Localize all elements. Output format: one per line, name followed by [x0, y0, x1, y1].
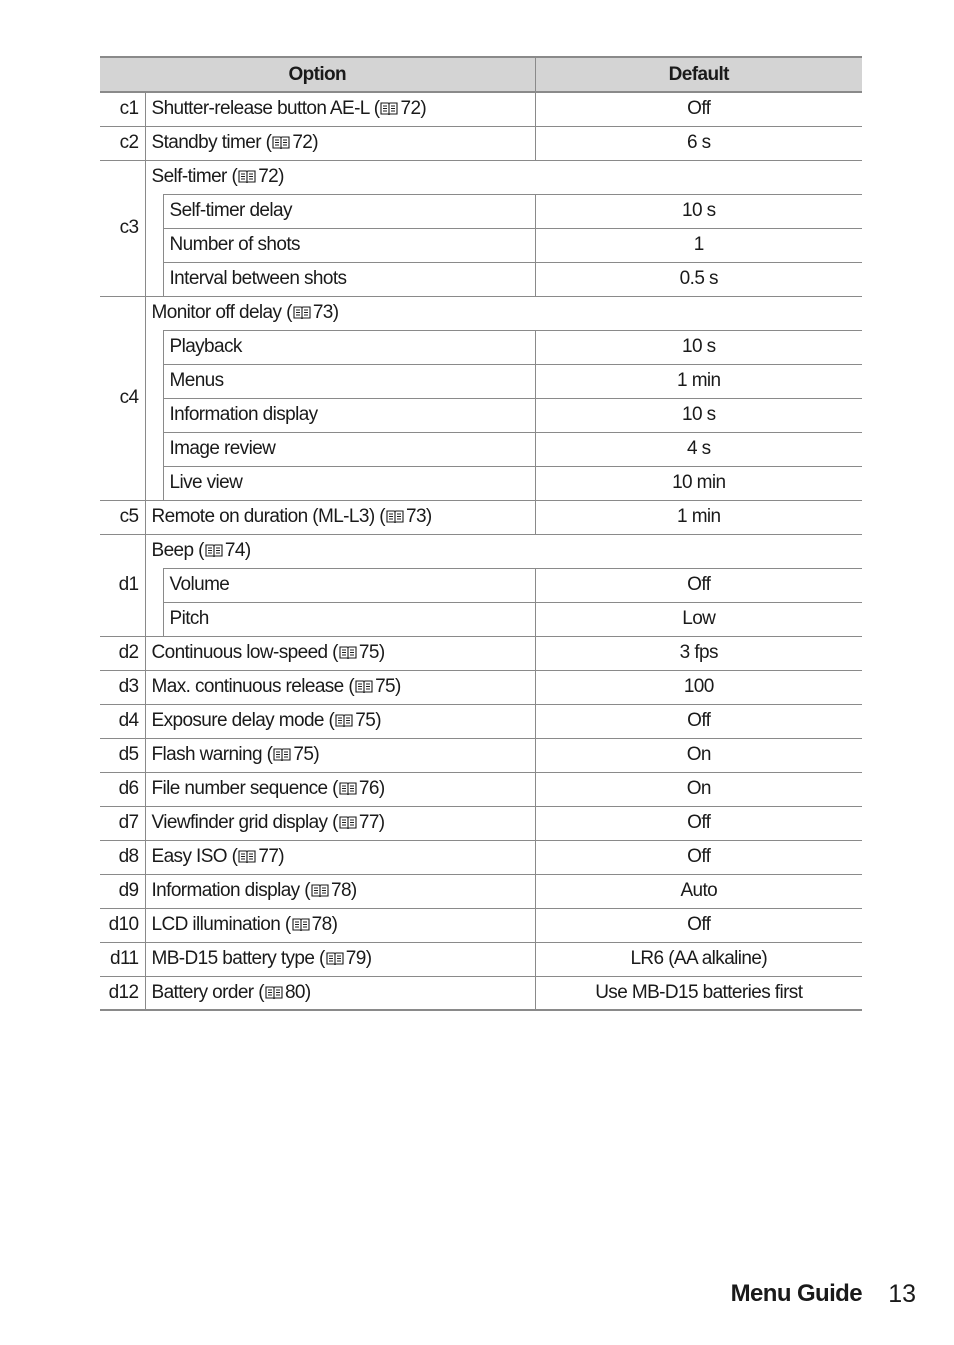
paren-close: ) [365, 948, 372, 969]
setting-name [145, 772, 535, 806]
setting-name [145, 942, 535, 976]
page-reference: 75 [358, 642, 379, 663]
table-subrow [100, 466, 862, 500]
setting-label: Monitor off delay ( [151, 302, 292, 323]
book-icon [272, 135, 290, 150]
page-reference: 80 [284, 981, 305, 1003]
paren-close: ) [313, 744, 320, 765]
sub-setting-name: Information display [163, 398, 535, 432]
book-icon [293, 305, 311, 320]
table-row [100, 126, 862, 160]
sub-setting-default: Off [535, 568, 862, 602]
page-reference: 75 [375, 676, 395, 697]
sub-setting-default: 0.5 s [535, 262, 862, 296]
paren-close: ) [375, 710, 381, 731]
table-row [100, 670, 862, 704]
settings-table [100, 56, 862, 1011]
paren-close: ) [378, 812, 385, 833]
setting-label: LCD illumination ( [151, 914, 291, 935]
sub-setting-name: Playback [163, 330, 535, 364]
setting-code: d4 [100, 704, 145, 738]
setting-default: LR6 (AA alkaline) [535, 942, 862, 976]
book-icon [311, 883, 329, 898]
table-subrow [100, 228, 862, 262]
book-icon [265, 985, 283, 1000]
setting-name [145, 976, 535, 1010]
book-icon [380, 101, 398, 116]
table-row [100, 534, 862, 568]
table-row [100, 296, 862, 330]
setting-label: Easy ISO ( [151, 846, 238, 867]
setting-code: d1 [100, 534, 145, 636]
setting-label: Continuous low-speed ( [151, 642, 338, 663]
table-row [100, 874, 862, 908]
setting-code: c5 [100, 500, 145, 534]
header-default: Default [535, 57, 862, 92]
setting-code: d7 [100, 806, 145, 840]
table-subrow [100, 330, 862, 364]
setting-name [145, 738, 535, 772]
sub-setting-name: Number of shots [163, 228, 535, 262]
paren-close: ) [278, 166, 284, 187]
setting-name [145, 500, 535, 534]
paren-close: ) [378, 642, 385, 663]
table-subrow [100, 568, 862, 602]
page-reference: 72 [400, 98, 421, 120]
book-icon [339, 645, 357, 660]
page-reference: 78 [330, 880, 351, 901]
setting-label: Battery order ( [151, 981, 264, 1003]
page-reference: 78 [311, 914, 332, 935]
page-reference: 75 [293, 744, 314, 765]
page-reference: 74 [224, 540, 245, 561]
table-row [100, 772, 862, 806]
setting-label: Self-timer ( [151, 166, 238, 187]
setting-name [145, 534, 862, 568]
book-icon [339, 781, 357, 796]
setting-label: File number sequence ( [151, 778, 338, 799]
setting-name [145, 874, 535, 908]
page-reference: 73 [405, 506, 426, 527]
setting-name [145, 92, 535, 126]
sub-setting-default: 4 s [535, 432, 862, 466]
setting-code: d10 [100, 908, 145, 942]
setting-default: 100 [535, 670, 862, 704]
book-icon [355, 679, 373, 694]
setting-code: d6 [100, 772, 145, 806]
setting-default: Off [535, 92, 862, 126]
table-row [100, 806, 862, 840]
page-reference: 73 [312, 302, 333, 323]
setting-default: Use MB-D15 batteries first [535, 976, 862, 1010]
table-row [100, 738, 862, 772]
page-reference: 72 [292, 132, 313, 153]
paren-close: ) [395, 676, 401, 697]
setting-code: c1 [100, 92, 145, 126]
page-reference: 77 [258, 846, 279, 867]
sub-setting-default: 10 min [535, 466, 862, 500]
setting-name [145, 908, 535, 942]
setting-code: d12 [100, 976, 145, 1010]
paren-close: ) [244, 540, 251, 561]
indent-spacer [145, 568, 163, 636]
setting-default: Off [535, 704, 862, 738]
setting-name [145, 636, 535, 670]
setting-default: Off [535, 840, 862, 874]
setting-code: d9 [100, 874, 145, 908]
table-row [100, 92, 862, 126]
paren-close: ) [378, 778, 385, 799]
setting-code: c3 [100, 160, 145, 296]
table-subrow [100, 398, 862, 432]
setting-label: MB-D15 battery type ( [151, 948, 325, 969]
setting-code: c2 [100, 126, 145, 160]
sub-setting-default: 10 s [535, 194, 862, 228]
setting-default: 3 fps [535, 636, 862, 670]
table-row [100, 160, 862, 194]
table-subrow [100, 194, 862, 228]
indent-spacer [145, 330, 163, 500]
table-row [100, 840, 862, 874]
paren-close: ) [278, 846, 285, 867]
book-icon [273, 747, 291, 762]
setting-name [145, 160, 862, 194]
header-option: Option [100, 57, 535, 92]
page-reference: 76 [358, 778, 379, 799]
setting-label: Exposure delay mode ( [151, 710, 335, 731]
book-icon [238, 169, 256, 184]
setting-name [145, 296, 862, 330]
setting-code: d11 [100, 942, 145, 976]
setting-default: Off [535, 908, 862, 942]
paren-close: ) [312, 132, 318, 153]
setting-default: On [535, 738, 862, 772]
sub-setting-name: Self-timer delay [163, 194, 535, 228]
setting-default: Off [535, 806, 862, 840]
sub-setting-default: 1 min [535, 364, 862, 398]
table-row [100, 942, 862, 976]
setting-name [145, 806, 535, 840]
setting-name [145, 840, 535, 874]
setting-name [145, 704, 535, 738]
table-header-row [100, 57, 862, 92]
book-icon [326, 951, 344, 966]
book-icon [292, 917, 310, 932]
book-icon [339, 815, 357, 830]
paren-close: ) [331, 914, 338, 935]
page-footer [0, 1276, 954, 1312]
setting-label: Shutter-release button AE-L ( [151, 98, 380, 120]
sub-setting-name: Image review [163, 432, 535, 466]
table-row [100, 908, 862, 942]
book-icon [335, 713, 353, 728]
sub-setting-name: Menus [163, 364, 535, 398]
table-row [100, 636, 862, 670]
paren-close: ) [425, 506, 432, 527]
setting-name [145, 670, 535, 704]
setting-label: Beep ( [151, 540, 204, 561]
setting-code: d5 [100, 738, 145, 772]
page-reference: 75 [355, 710, 376, 731]
table-row [100, 976, 862, 1010]
setting-default: Auto [535, 874, 862, 908]
paren-close: ) [304, 981, 311, 1003]
table-row [100, 500, 862, 534]
setting-label: Standby timer ( [151, 132, 272, 153]
setting-code: d3 [100, 670, 145, 704]
page-reference: 79 [345, 948, 366, 969]
sub-setting-default: 10 s [535, 330, 862, 364]
paren-close: ) [420, 98, 427, 120]
book-icon [386, 509, 404, 524]
setting-label: Information display ( [151, 880, 310, 901]
book-icon [205, 543, 223, 558]
table-subrow [100, 602, 862, 636]
sub-setting-name: Live view [163, 466, 535, 500]
book-icon [238, 849, 256, 864]
setting-label: Flash warning ( [151, 744, 273, 765]
sub-setting-default: 10 s [535, 398, 862, 432]
page-reference: 77 [358, 812, 379, 833]
setting-code: d2 [100, 636, 145, 670]
table-subrow [100, 364, 862, 398]
setting-label: Remote on duration (ML-L3) ( [151, 506, 385, 527]
sub-setting-name: Volume [163, 568, 535, 602]
paren-close: ) [332, 302, 339, 323]
page-number: 13 [888, 1280, 916, 1308]
setting-default: 6 s [535, 126, 862, 160]
setting-code: d8 [100, 840, 145, 874]
setting-default: 1 min [535, 500, 862, 534]
page-reference: 72 [258, 166, 279, 187]
setting-name [145, 126, 535, 160]
paren-close: ) [350, 880, 357, 901]
setting-default: On [535, 772, 862, 806]
sub-setting-default: 1 [535, 228, 862, 262]
footer-section-title: Menu Guide [730, 1280, 862, 1307]
sub-setting-name: Interval between shots [163, 262, 535, 296]
indent-spacer [145, 194, 163, 296]
setting-code: c4 [100, 296, 145, 500]
setting-label: Max. continuous release ( [151, 676, 355, 697]
sub-setting-default: Low [535, 602, 862, 636]
sub-setting-name: Pitch [163, 602, 535, 636]
table-subrow [100, 432, 862, 466]
table-row [100, 704, 862, 738]
setting-label: Viewfinder grid display ( [151, 812, 338, 833]
table-subrow [100, 262, 862, 296]
